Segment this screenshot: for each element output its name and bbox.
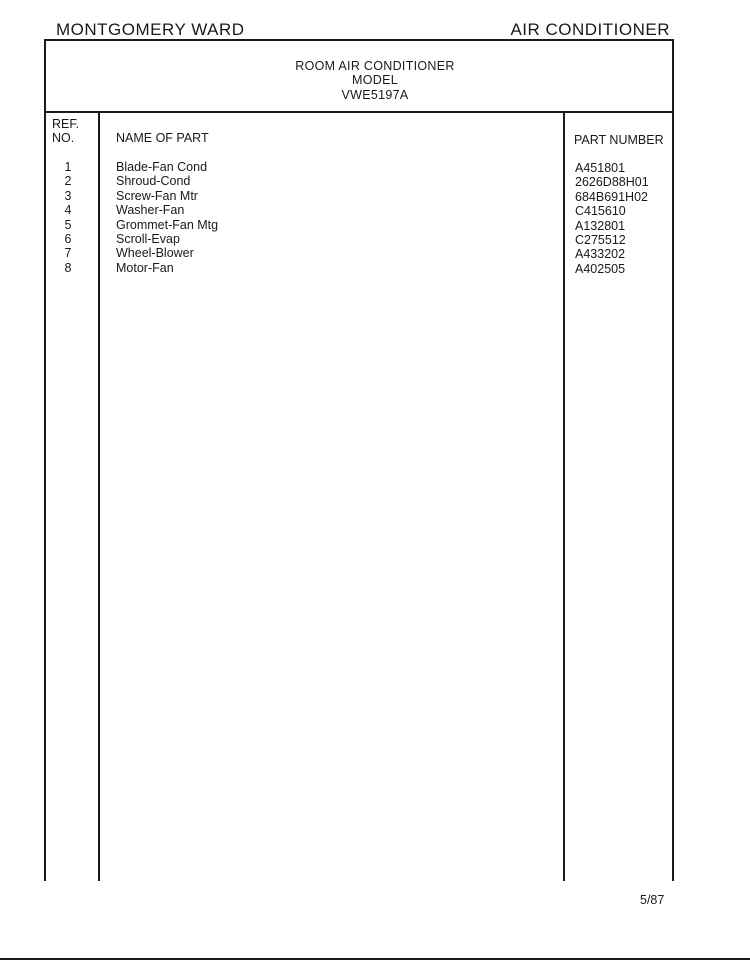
name-header: NAME OF PART bbox=[116, 131, 209, 145]
part-name: Screw-Fan Mtr bbox=[116, 188, 198, 203]
part-number: C275512 bbox=[575, 233, 626, 247]
document-title: ROOM AIR CONDITIONER bbox=[295, 59, 455, 73]
ref-number: 6 bbox=[64, 232, 72, 246]
frame-right-border bbox=[672, 39, 674, 881]
part-name: Motor-Fan bbox=[116, 260, 174, 275]
part-number-header: PART NUMBER bbox=[574, 133, 664, 147]
ref-number: 3 bbox=[64, 188, 72, 203]
page-number: 5/87 bbox=[640, 893, 665, 907]
part-name: Shroud-Cond bbox=[116, 174, 191, 189]
part-name: Scroll-Evap bbox=[116, 232, 180, 246]
part-number: 2626D88H01 bbox=[575, 175, 649, 190]
bottom-rule bbox=[0, 958, 750, 960]
part-name: Grommet-Fan Mtg bbox=[116, 217, 219, 232]
part-number: A132801 bbox=[575, 218, 626, 233]
ref-header-line1: REF. bbox=[52, 117, 80, 131]
ref-number: 8 bbox=[64, 260, 72, 275]
part-number: A433202 bbox=[575, 247, 626, 262]
ref-column-divider bbox=[98, 113, 100, 881]
ref-number: 2 bbox=[64, 174, 72, 189]
ref-header-line2: NO. bbox=[52, 131, 75, 145]
model-label: MODEL bbox=[352, 73, 398, 87]
part-number: A451801 bbox=[575, 161, 626, 175]
part-name: Blade-Fan Cond bbox=[116, 160, 208, 174]
brand-name: MONTGOMERY WARD bbox=[56, 20, 245, 39]
part-number: C415610 bbox=[575, 204, 626, 219]
part-column-divider bbox=[563, 113, 565, 881]
part-number: 684B691H02 bbox=[575, 189, 648, 204]
part-number: A402505 bbox=[575, 261, 626, 276]
ref-number: 1 bbox=[64, 160, 72, 174]
document-type: AIR CONDITIONER bbox=[510, 20, 670, 39]
ref-number: 4 bbox=[64, 203, 72, 218]
part-name: Wheel-Blower bbox=[116, 246, 194, 261]
ref-number: 5 bbox=[64, 217, 72, 232]
title-divider bbox=[44, 111, 674, 113]
header-rule bbox=[44, 39, 674, 41]
ref-number: 7 bbox=[64, 246, 72, 261]
frame-left-border bbox=[44, 39, 46, 881]
part-name: Washer-Fan bbox=[116, 203, 185, 218]
model-number: VWE5197A bbox=[341, 88, 409, 102]
